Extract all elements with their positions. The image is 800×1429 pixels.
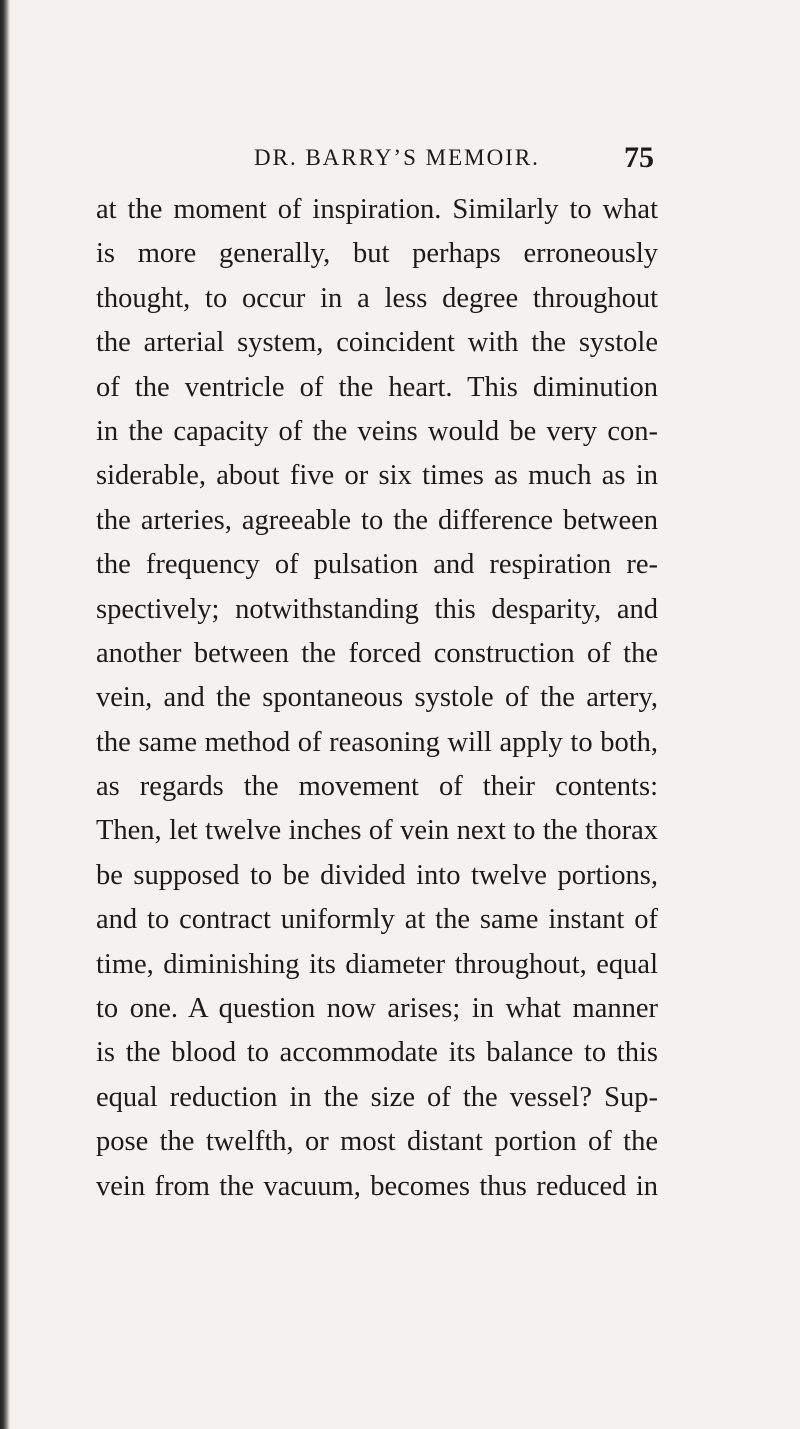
text-line: Then, let twelve inches of vein next to the thorax	[96, 815, 658, 847]
text-line: as regards the movement of their contents:	[96, 771, 658, 803]
text-line: is more generally, but perhaps erroneously	[96, 238, 658, 270]
text-line: at the moment of inspiration. Similarly to what	[96, 194, 658, 225]
text-line: spectively; notwithstanding this desparity, and	[96, 593, 658, 625]
text-line: time, diminishing its diameter throughout, equal	[96, 948, 658, 980]
text-line: of the ventricle of the heart. This diminution	[96, 371, 658, 403]
text-line: equal reduction in the size of the vessel? Sup-	[96, 1081, 658, 1113]
text-line: vein from the vacuum, becomes thus reduced in	[96, 1170, 658, 1202]
page-number: 75	[624, 141, 654, 174]
text-line: pose the twelfth, or most distant portion of the	[96, 1126, 658, 1158]
text-line: is the blood to accommodate its balance to this	[96, 1037, 658, 1069]
text-line: and to contract uniformly at the same instant of	[96, 904, 658, 936]
text-line: the arterial system, coincident with the systole	[96, 327, 658, 359]
page-binding-edge	[0, 0, 10, 1429]
text-line: in the capacity of the veins would be very con-	[96, 415, 658, 447]
text-line: be supposed to be divided into twelve portions,	[96, 859, 658, 891]
text-line: siderable, about five or six times as much as in	[96, 460, 658, 492]
text-line: another between the forced construction of the	[96, 637, 658, 669]
text-line: vein, and the spontaneous systole of the artery,	[96, 682, 658, 714]
text-line: the same method of reasoning will apply to both,	[96, 726, 658, 758]
text-line: the frequency of pulsation and respiration re-	[96, 549, 658, 581]
text-line: thought, to occur in a less degree throughout	[96, 282, 658, 314]
text-line: the arteries, agreeable to the difference between	[96, 504, 658, 536]
page-header	[0, 141, 800, 177]
running-head: DR. BARRY’S MEMOIR.	[254, 145, 540, 170]
body-text	[96, 188, 658, 1209]
text-line: to one. A question now arises; in what manner	[96, 993, 658, 1025]
